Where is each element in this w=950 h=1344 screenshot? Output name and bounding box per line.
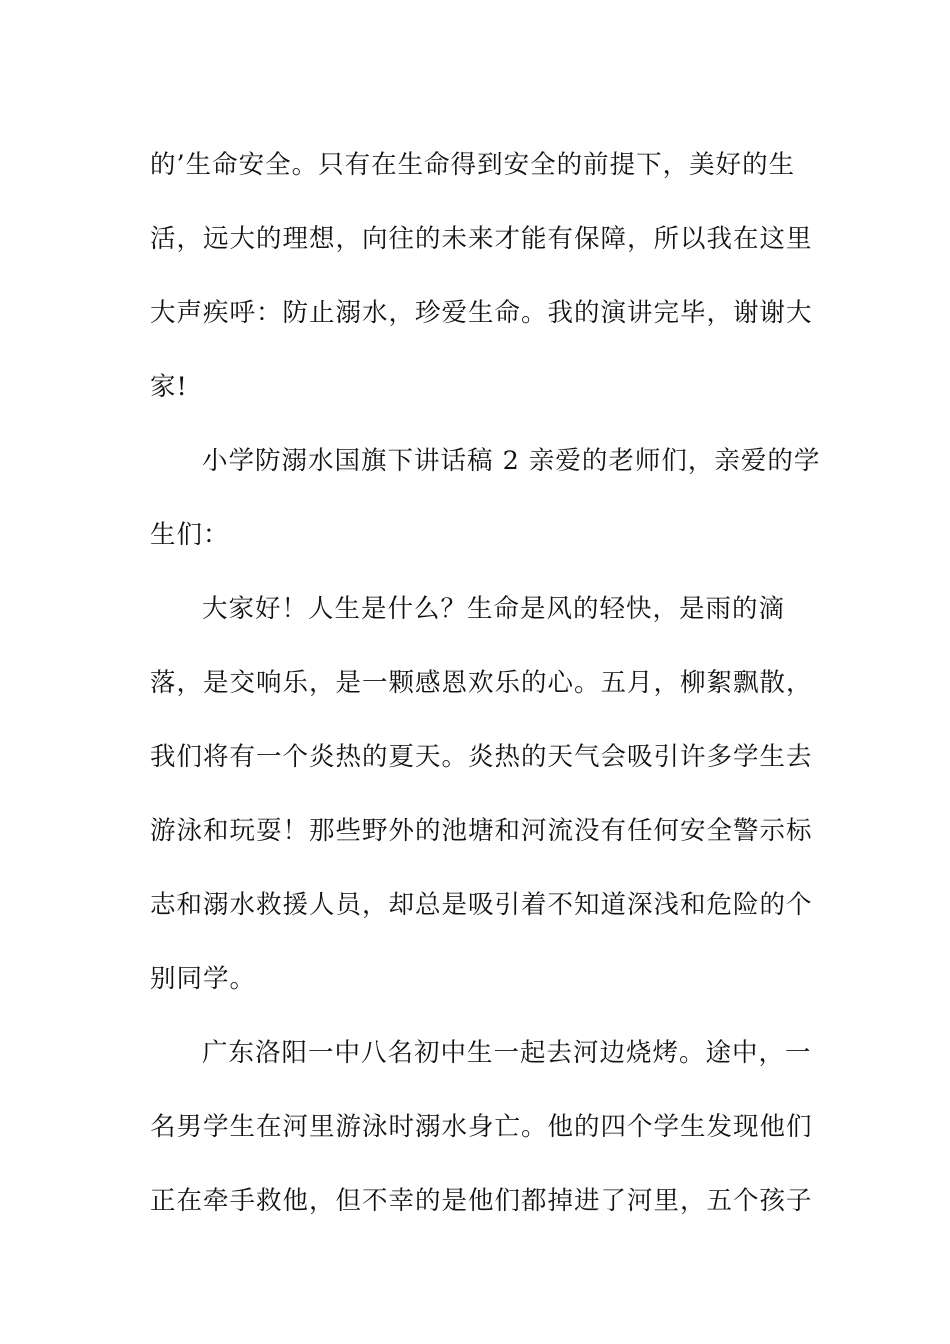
text-line: 名男学生在河里游泳时溺水身亡。他的四个学生发现他们 [150,1112,813,1142]
text-line: 志和溺水救援人员，却总是吸引着不知道深浅和危险的个 [150,890,813,920]
text-line: 广东洛阳一中八名初中生一起去河边烧烤。途中，一 [202,1038,812,1068]
text-line: 的’生命安全。只有在生命得到安全的前提下，美好的生 [150,150,796,180]
text-line: 大家好！人生是什么？生命是风的轻快，是雨的滴 [202,594,786,624]
text-line: 落，是交响乐，是一颗感恩欢乐的心。五月，柳絮飘散， [150,668,813,698]
paragraph-1 [150,128,813,424]
document-body [150,128,821,1238]
paragraph-2 [150,424,821,572]
text-line: 别同学。 [150,964,257,994]
paragraph-3 [150,572,813,1016]
text-line: 小学防溺水国旗下讲话稿 2 亲爱的老师们，亲爱的学 [202,446,821,476]
text-line: 正在牵手救他，但不幸的是他们都掉进了河里，五个孩子 [150,1186,813,1216]
text-line: 活，远大的理想，向往的未来才能有保障，所以我在这里 [150,224,813,254]
paragraph-4 [150,1016,813,1238]
text-line: 游泳和玩耍！那些野外的池塘和河流没有任何安全警示标 [150,816,813,846]
text-line: 生们： [150,520,230,550]
text-line: 我们将有一个炎热的夏天。炎热的天气会吸引许多学生去 [150,742,813,772]
text-line: 家! [150,372,188,402]
text-line: 大声疾呼：防止溺水，珍爱生命。我的演讲完毕，谢谢大 [150,298,813,328]
